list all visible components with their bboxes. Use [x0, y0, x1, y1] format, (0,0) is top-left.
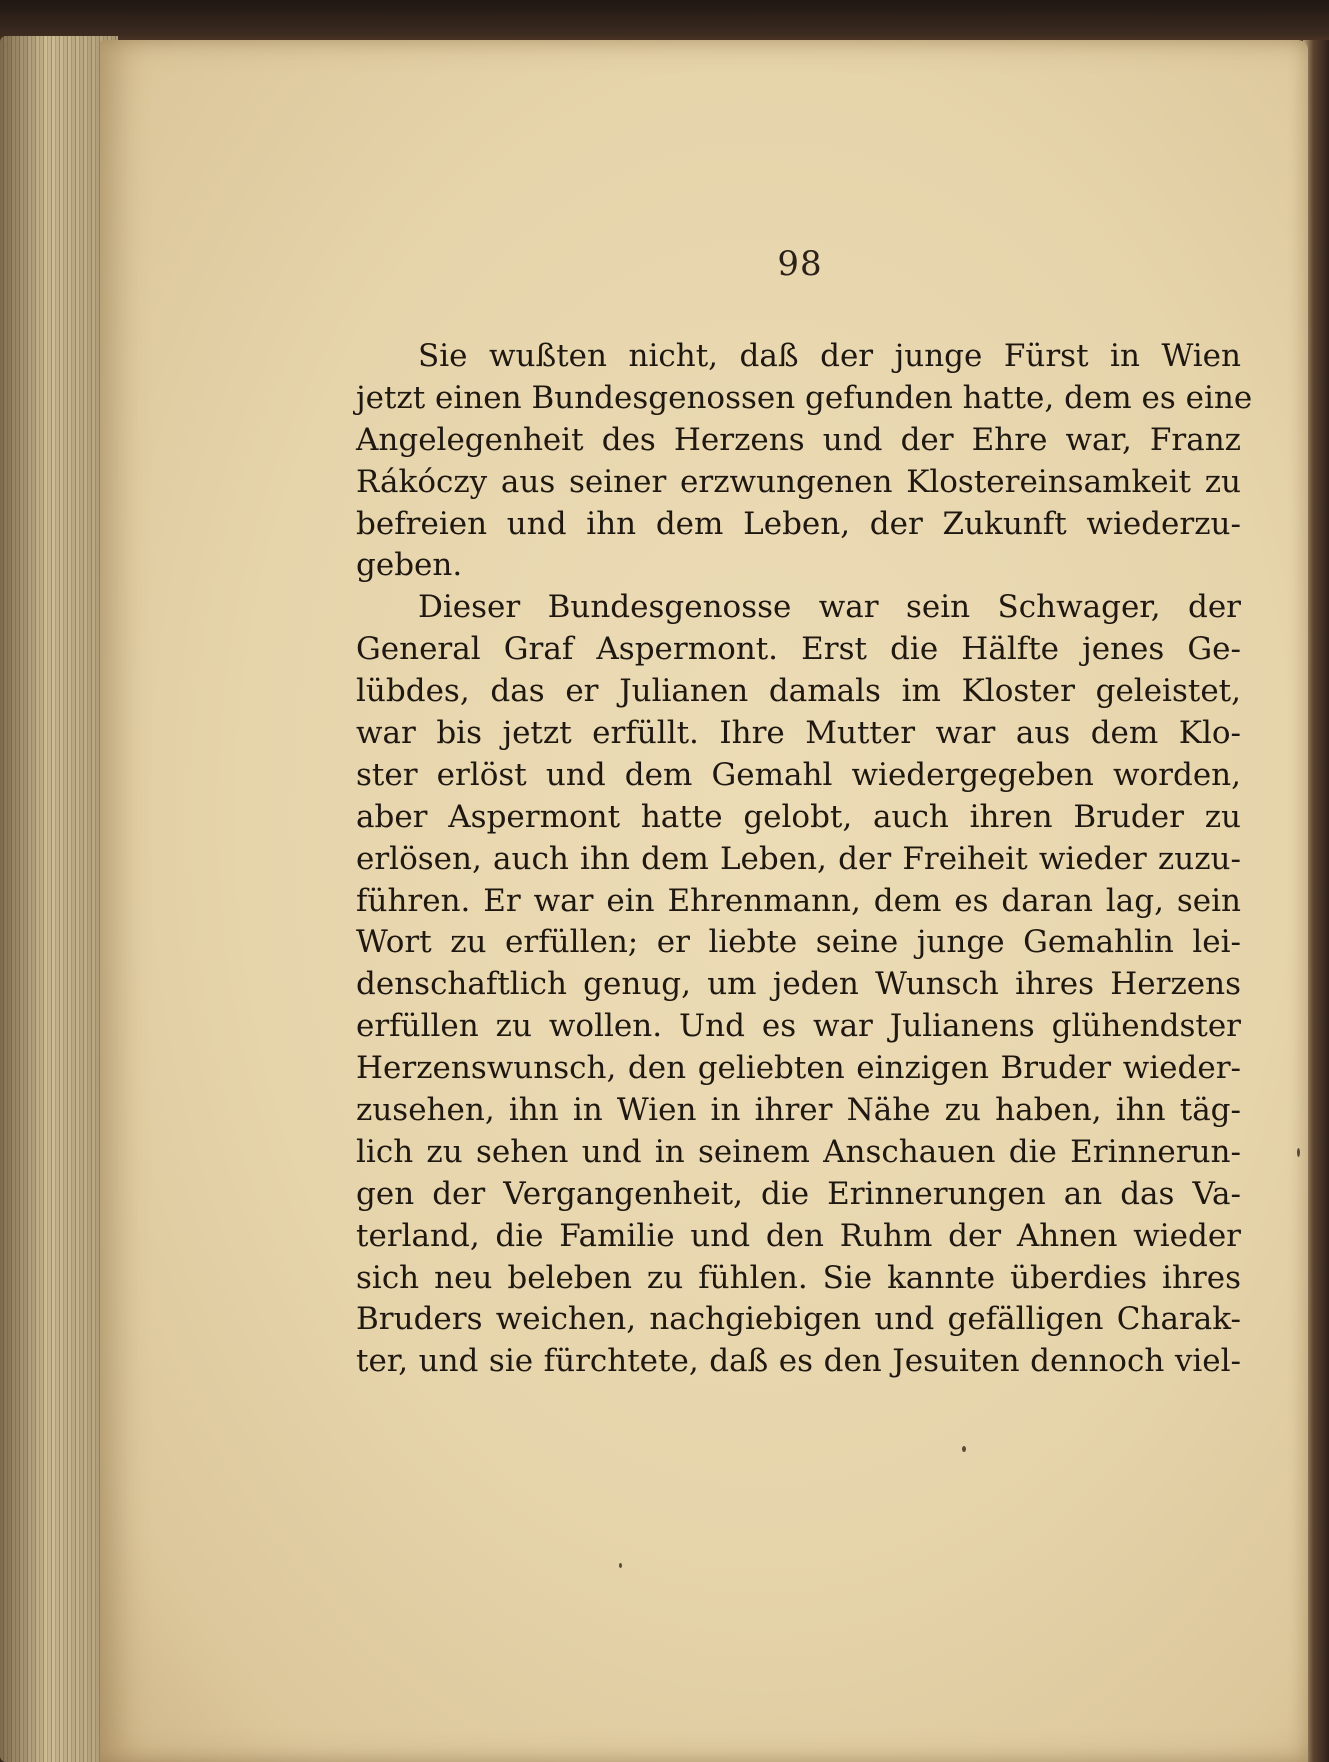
paper-speck [619, 1563, 622, 1568]
text-line: jetzt einen Bundesgenossen gefunden hatte, dem es eine [356, 379, 1253, 416]
text-line: ster erlöst und dem Gemahl wiedergegeben worden, [356, 756, 1241, 793]
text-line: denschaftlich genug, um jeden Wunsch ihres Herzens [356, 966, 1241, 1003]
text-line: Bruders weichen, nachgiebigen und gefälligen Charak- [356, 1301, 1241, 1338]
paper-speck [1297, 1148, 1300, 1157]
text-line: gen der Vergangenheit, die Erinnerungen an das Va- [356, 1175, 1241, 1212]
page-number: 98 [777, 244, 823, 284]
text-line: Sie wußten nicht, daß der junge Fürst in Wien [418, 338, 1241, 374]
text-line: geben. [356, 547, 463, 584]
text-line: war bis jetzt erfüllt. Ihre Mutter war aus dem Klo- [356, 715, 1241, 752]
text-line: Herzenswunsch, den geliebten einzigen Bruder wieder- [356, 1050, 1241, 1087]
text-line: lübdes, das er Julianen damals im Kloster geleistet, [356, 673, 1241, 710]
text-line: lich zu sehen und in seinem Anschauen die Erinnerun- [356, 1133, 1241, 1170]
text-line: ter, und sie fürchtete, daß es den Jesuiten dennoch viel- [356, 1343, 1241, 1380]
text-line: terland, die Familie und den Ruhm der Ahnen wieder [356, 1217, 1241, 1254]
text-line: erfüllen zu wollen. Und es war Julianens glühendster [356, 1008, 1241, 1045]
paper-speck [962, 1446, 966, 1452]
text-line: Wort zu erfüllen; er liebte seine junge Gemahlin lei- [356, 924, 1241, 961]
text-line: General Graf Aspermont. Erst die Hälfte jenes Ge- [356, 631, 1241, 668]
text-line: Angelegenheit des Herzens und der Ehre war, Franz [356, 421, 1241, 458]
text-line: aber Aspermont hatte gelobt, auch ihren Bruder zu [356, 798, 1241, 835]
text-line: Dieser Bundesgenosse war sein Schwager, der [418, 589, 1241, 626]
text-line: sich neu beleben zu fühlen. Sie kannte überdies ihres [356, 1259, 1241, 1296]
text-line: befreien und ihn dem Leben, der Zukunft wiederzu- [356, 505, 1241, 542]
body-text [356, 336, 1253, 1383]
text-line: erlösen, auch ihn dem Leben, der Freiheit wieder zuzu- [356, 840, 1241, 877]
text-line: zusehen, ihn in Wien in ihrer Nähe zu haben, ihn täg- [356, 1092, 1241, 1129]
text-line: Rákóczy aus seiner erzwungenen Klostereinsamkeit zu [356, 463, 1241, 500]
text-line: führen. Er war ein Ehrenmann, dem es daran lag, sein [356, 882, 1241, 919]
